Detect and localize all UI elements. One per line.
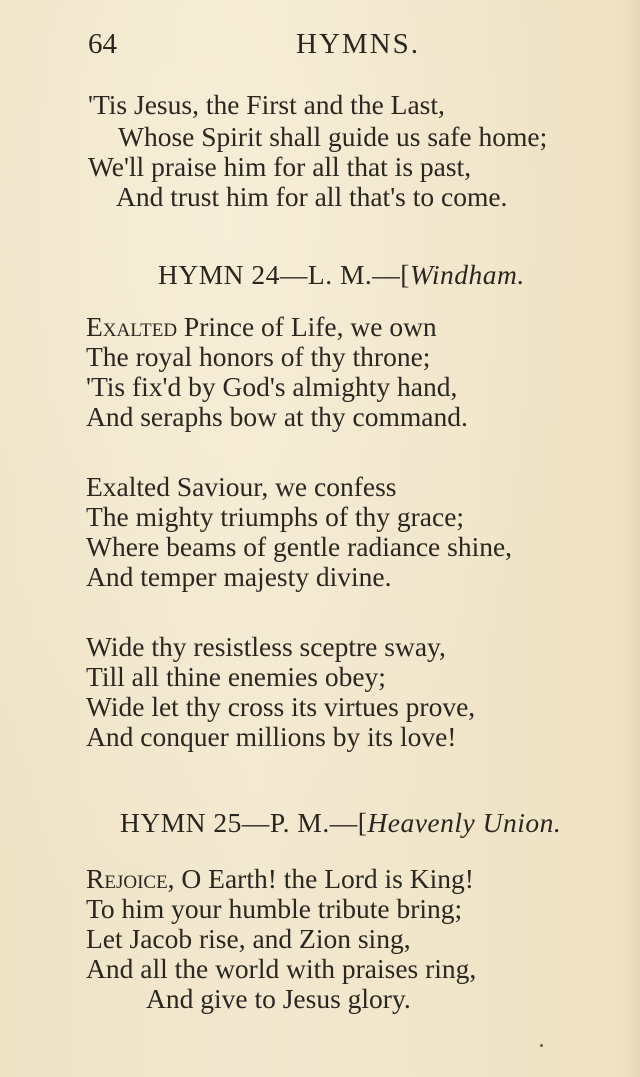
opening-word: Exalted [86, 311, 178, 342]
verse-line: We'll praise him for all that is past, [88, 151, 472, 182]
verse-line: Till all thine enemies obey; [86, 661, 386, 692]
ink-speck [540, 1044, 543, 1047]
verse-line: Whose Spirit shall guide us safe home; [118, 121, 548, 152]
verse-line-rest: Prince of Life, we own [177, 311, 437, 342]
verse-line: To him your humble tribute bring; [86, 893, 463, 924]
verse-line: And trust him for all that's to come. [116, 181, 508, 212]
verse-line: Exalted Saviour, we confess [86, 471, 397, 502]
verse-line: And all the world with praises ring, [86, 953, 477, 984]
verse-line: And give to Jesus glory. [146, 983, 411, 1014]
verse-line: Where beams of gentle radiance shine, [86, 531, 513, 562]
hymn-25-heading: HYMN 25—P. M.—[ [120, 807, 368, 838]
verse-line-rest: O Earth! the Lord is King! [174, 863, 474, 894]
running-head: HYMNS. [296, 28, 420, 60]
hymn-25-title [120, 808, 561, 838]
verse-line: Wide let thy cross its virtues prove, [86, 691, 476, 722]
hymn-25-tune: Heavenly Union. [367, 807, 562, 838]
verse-line: Let Jacob rise, and Zion sing, [86, 923, 411, 954]
hymn-24-tune: Windham. [409, 259, 525, 290]
page-header [88, 28, 628, 68]
verse-line: The royal honors of thy throne; [86, 341, 431, 372]
verse-line [86, 312, 437, 342]
verse-line: And temper majesty divine. [86, 561, 392, 592]
page-number: 64 [88, 28, 117, 60]
page-edge-shadow [622, 0, 640, 1077]
opening-word: Rejoice, [86, 863, 175, 894]
verse-line [86, 864, 474, 894]
verse-line: Wide thy resistless sceptre sway, [86, 631, 446, 662]
hymn-24-title [158, 260, 525, 290]
verse-line: 'Tis fix'd by God's almighty hand, [86, 371, 458, 402]
verse-line: And conquer millions by its love! [86, 721, 457, 752]
verse-line: The mighty triumphs of thy grace; [86, 501, 465, 532]
hymn-24-heading: HYMN 24—L. M.—[ [158, 259, 410, 290]
verse-line: And seraphs bow at thy command. [86, 401, 468, 432]
verse-line: 'Tis Jesus, the First and the Last, [88, 89, 445, 120]
